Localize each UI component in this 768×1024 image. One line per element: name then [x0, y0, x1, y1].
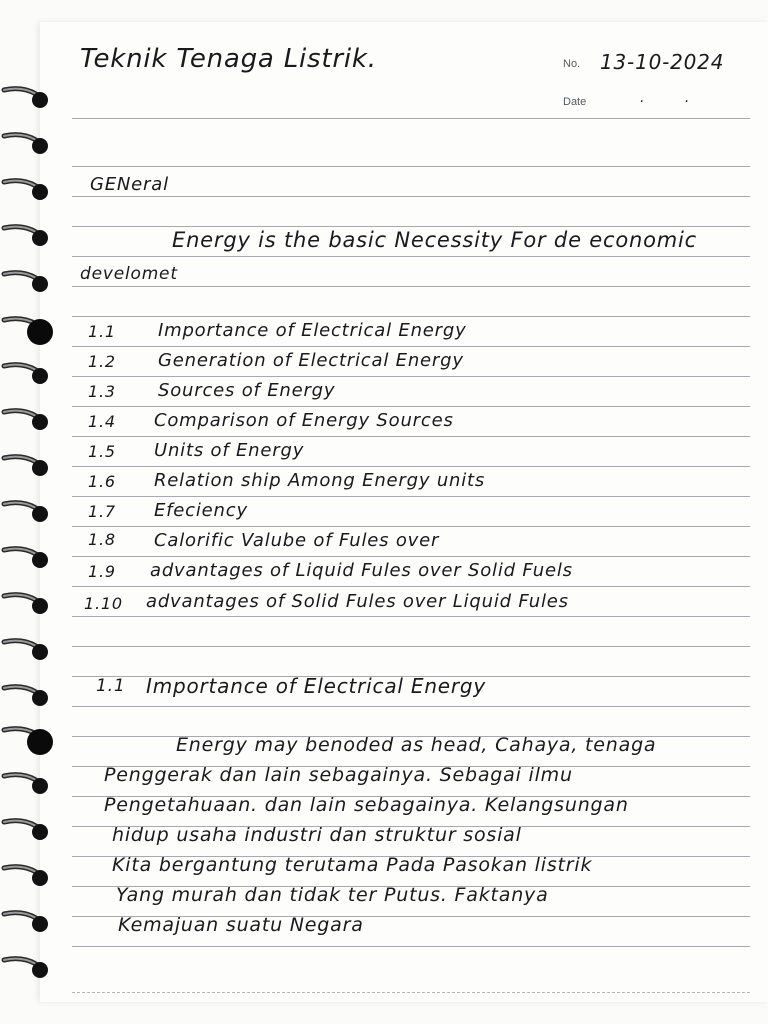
ruled-line	[72, 196, 750, 197]
binding-ring	[4, 821, 48, 840]
item-number: 1.10	[84, 594, 123, 613]
bottom-rule	[72, 992, 750, 993]
binding-ring	[4, 641, 48, 660]
binding-ring	[4, 959, 48, 978]
item-number: 1.4	[88, 412, 116, 431]
date-value: . .	[640, 90, 708, 106]
binding-ring	[4, 181, 48, 200]
item-number: 1.7	[88, 502, 116, 521]
item-number: 1.1	[88, 322, 116, 341]
intro-line: develomet	[80, 264, 178, 284]
binding-ring	[4, 411, 48, 430]
ruled-line	[72, 586, 750, 587]
binding-ring	[4, 687, 48, 706]
header-rule	[72, 118, 750, 119]
binding-ring	[4, 457, 48, 476]
paragraph-line: Yang murah dan tidak ter Putus. Faktanya	[116, 884, 549, 906]
intro-line: Energy is the basic Necessity For de economic	[172, 228, 697, 252]
paragraph-line: Kemajuan suatu Negara	[118, 914, 364, 936]
item-number: 1.8	[88, 530, 116, 549]
ruled-line	[72, 706, 750, 707]
binding-ring	[4, 549, 48, 568]
item-text: advantages of Liquid Fules over Solid Fuels	[150, 560, 573, 581]
date-label: Date	[563, 96, 587, 108]
paragraph-line: hidup usaha industri dan struktur sosial	[112, 824, 522, 846]
spiral-binding	[0, 0, 60, 1024]
binding-ring	[4, 273, 48, 292]
paragraph-line: Penggerak dan lain sebagainya. Sebagai ilmu	[104, 764, 573, 786]
ruled-line	[72, 616, 750, 617]
ruled-line	[72, 316, 750, 317]
section-heading: GENeral	[90, 174, 169, 195]
ruled-line	[72, 346, 750, 347]
binding-ring	[4, 913, 48, 932]
item-text: Comparison of Energy Sources	[154, 410, 454, 431]
binding-ring	[4, 503, 48, 522]
binding-ring	[4, 319, 53, 345]
binding-ring	[4, 365, 48, 384]
paragraph-line: Kita bergantung terutama Pada Pasokan listrik	[112, 854, 593, 876]
ruled-line	[72, 406, 750, 407]
item-number: 1.3	[88, 382, 116, 401]
ruled-line	[72, 466, 750, 467]
ruled-line	[72, 286, 750, 287]
binding-ring	[4, 89, 48, 108]
item-text: Generation of Electrical Energy	[158, 350, 464, 371]
ruled-line	[72, 166, 750, 167]
binding-ring	[4, 135, 48, 154]
item-text: Relation ship Among Energy units	[154, 470, 486, 491]
no-value: 13-10-2024	[600, 50, 725, 74]
binding-ring	[4, 595, 48, 614]
ruled-line	[72, 436, 750, 437]
subsection-number: 1.1	[96, 676, 126, 696]
item-text: Importance of Electrical Energy	[158, 320, 467, 341]
ruled-line	[72, 946, 750, 947]
ruled-line	[72, 376, 750, 377]
binding-ring	[4, 867, 48, 886]
item-number: 1.5	[88, 442, 116, 461]
ruled-line	[72, 556, 750, 557]
item-text: Units of Energy	[154, 440, 305, 461]
item-text: advantages of Solid Fules over Liquid Fules	[146, 591, 569, 612]
item-number: 1.2	[88, 352, 116, 371]
ruled-line	[72, 646, 750, 647]
item-text: Sources of Energy	[158, 380, 336, 401]
item-text: Efeciency	[154, 500, 248, 521]
item-text: Calorific Valube of Fules over	[154, 530, 440, 551]
binding-ring	[4, 775, 48, 794]
ruled-line	[72, 256, 750, 257]
subsection-title: Importance of Electrical Energy	[146, 674, 487, 698]
item-number: 1.6	[88, 472, 116, 491]
ruled-line	[72, 526, 750, 527]
no-label: No.	[563, 58, 581, 70]
ruled-line	[72, 226, 750, 227]
page-title: Teknik Tenaga Listrik.	[80, 44, 377, 74]
binding-ring	[4, 227, 48, 246]
binding-ring	[4, 729, 53, 755]
ruled-line	[72, 496, 750, 497]
paragraph-line: Pengetahuaan. dan lain sebagainya. Kelangsungan	[104, 794, 629, 816]
paragraph-line: Energy may benoded as head, Cahaya, tenaga	[176, 734, 657, 756]
item-number: 1.9	[88, 562, 116, 581]
